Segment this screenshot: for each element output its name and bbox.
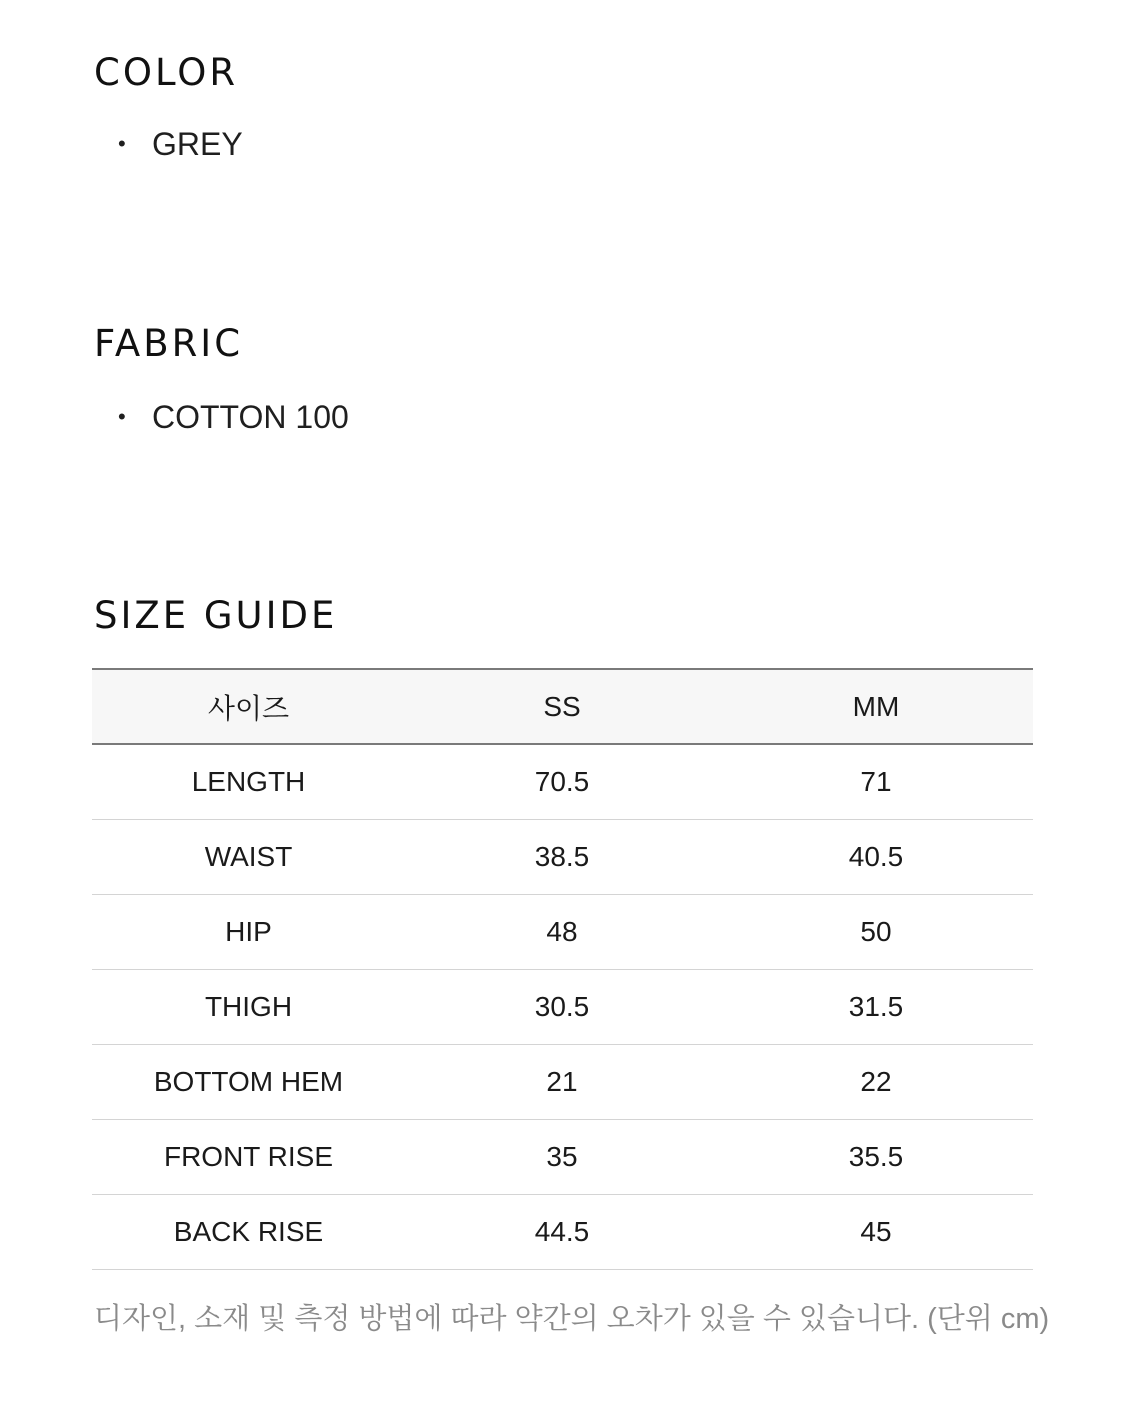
row-ss-value: 38.5: [405, 820, 719, 895]
table-row: [92, 1045, 1033, 1120]
row-label: FRONT RISE: [92, 1120, 405, 1195]
row-ss-value: 70.5: [405, 744, 719, 820]
row-label: BACK RISE: [92, 1195, 405, 1270]
bullet-icon: •: [118, 131, 126, 156]
row-label: WAIST: [92, 820, 405, 895]
row-ss-value: 44.5: [405, 1195, 719, 1270]
row-mm-value: 31.5: [719, 970, 1033, 1045]
header-size: 사이즈: [92, 669, 405, 744]
table-row: [92, 820, 1033, 895]
table-row: [92, 1195, 1033, 1270]
fabric-item-text: COTTON 100: [152, 399, 349, 435]
fabric-section-title: FABRIC: [94, 322, 244, 365]
table-row: [92, 744, 1033, 820]
table-row: [92, 1120, 1033, 1195]
row-mm-value: 40.5: [719, 820, 1033, 895]
header-mm: MM: [719, 669, 1033, 744]
row-label: BOTTOM HEM: [92, 1045, 405, 1120]
row-mm-value: 22: [719, 1045, 1033, 1120]
color-section-title: COLOR: [94, 51, 239, 94]
header-ss: SS: [405, 669, 719, 744]
color-item-text: GREY: [152, 126, 243, 162]
row-mm-value: 50: [719, 895, 1033, 970]
table-header-row: [92, 669, 1033, 744]
color-item: [118, 128, 243, 160]
row-ss-value: 21: [405, 1045, 719, 1120]
bullet-icon: •: [118, 404, 126, 429]
size-guide-title: SIZE GUIDE: [94, 594, 338, 637]
table-row: [92, 895, 1033, 970]
row-ss-value: 48: [405, 895, 719, 970]
row-mm-value: 71: [719, 744, 1033, 820]
row-label: THIGH: [92, 970, 405, 1045]
row-label: HIP: [92, 895, 405, 970]
row-mm-value: 35.5: [719, 1120, 1033, 1195]
fabric-item: [118, 401, 349, 433]
table-row: [92, 970, 1033, 1045]
row-ss-value: 35: [405, 1120, 719, 1195]
measurement-note: 디자인, 소재 및 측정 방법에 따라 약간의 오차가 있을 수 있습니다. (단위 cm): [94, 1303, 1050, 1335]
row-ss-value: 30.5: [405, 970, 719, 1045]
row-label: LENGTH: [92, 744, 405, 820]
row-mm-value: 45: [719, 1195, 1033, 1270]
size-guide-table: [92, 668, 1033, 1270]
